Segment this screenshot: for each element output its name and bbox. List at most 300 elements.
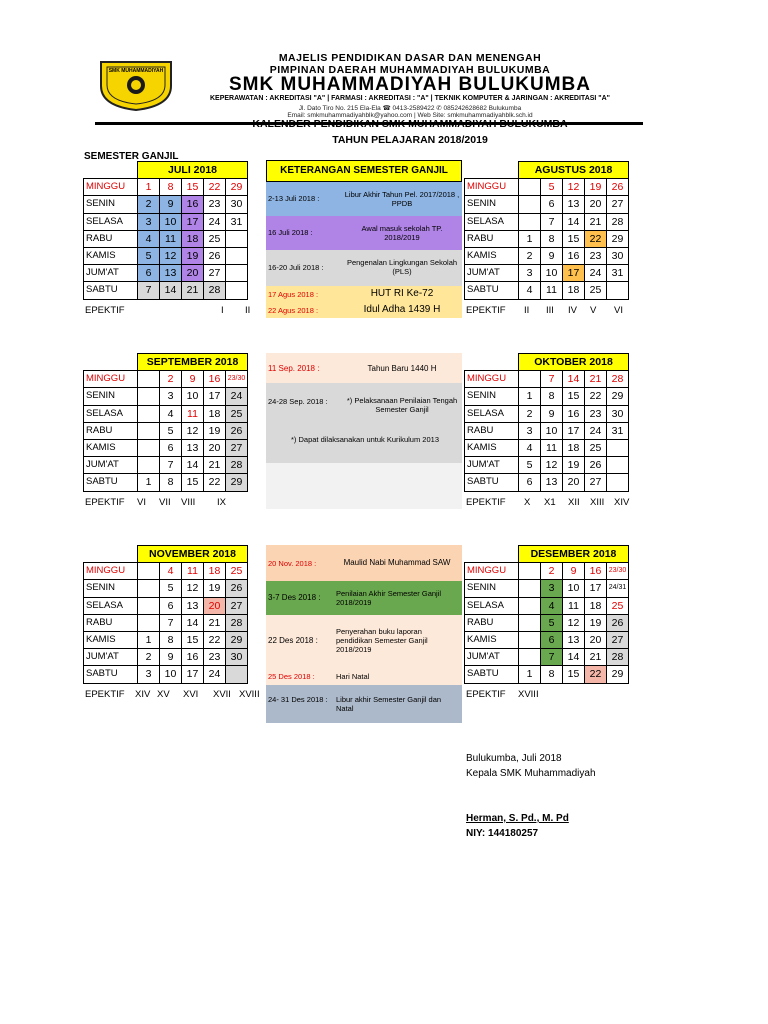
info-item [266,545,462,581]
date-cell: 6 [138,265,160,282]
epektif-week: III [546,304,554,316]
date-cell: 7 [138,282,160,299]
date-cell [138,597,160,614]
document-title: KALENDER PENDIDIKAN SMK MUHAMMADIYAH BULUKUMBA [252,118,568,130]
week-row [84,388,248,405]
week-row [84,666,248,683]
info-date: 16-20 Juli 2018 : [268,263,324,272]
epektif-row [83,305,273,319]
week-row [84,282,248,299]
date-cell: 26 [226,422,248,439]
date-cell: 9 [182,371,204,388]
date-cell: 18 [204,405,226,422]
date-cell: 16 [204,371,226,388]
signature-place-date: Bulukumba, Juli 2018 [466,753,562,764]
day-label: RABU [465,230,519,247]
epektif-week: II [245,304,251,316]
date-cell: 9 [563,563,585,580]
day-label: SABTU [84,282,138,299]
info-text: Libur Akhir Tahun Pel. 2017/2018 , PPDB [344,190,460,208]
week-row [465,666,629,683]
date-cell [226,282,248,299]
info-text: HUT RI Ke-72 [370,288,434,299]
week-row [84,230,248,247]
date-cell: 22 [204,179,226,196]
day-label: KAMIS [465,631,519,648]
date-cell: 29 [607,388,629,405]
date-cell: 24 [204,213,226,230]
date-cell: 8 [160,631,182,648]
month-header: OKTOBER 2018 [519,354,629,371]
info-date: 16 Juli 2018 : [268,228,313,237]
accreditation-line: KEPERAWATAN : AKREDITASI "A" | FARMASI : AKREDITASI : "A" | TEKNIK KOMPUTER & JARINGAN : AKREDITASI "A" [209,95,610,102]
epektif-week: IX [217,496,226,508]
epektif-row [83,689,273,703]
week-row [84,422,248,439]
day-label: MINGGU [465,563,519,580]
week-row [84,580,248,597]
date-cell: 12 [541,457,563,474]
week-row [84,196,248,213]
date-cell: 17 [585,580,607,597]
epektif-label: EPEKTIF [466,688,506,700]
date-cell: 9 [160,649,182,666]
week-row [84,439,248,456]
date-cell: 18 [585,597,607,614]
info-blank [266,463,462,509]
day-label: SELASA [84,405,138,422]
day-label: SABTU [84,666,138,683]
week-row [84,563,248,580]
week-row [84,474,248,491]
date-cell: 28 [204,282,226,299]
week-row [465,196,629,213]
date-cell: 21 [182,282,204,299]
date-cell: 15 [182,631,204,648]
week-row [465,439,629,456]
info-date: 25 Des 2018 : [268,672,315,681]
day-label: SENIN [84,196,138,213]
date-cell: 23/30 [607,563,629,580]
day-label: SENIN [84,580,138,597]
info-text: Libur akhir Semester Ganjil dan Natal [336,695,442,713]
date-cell: 1 [519,230,541,247]
month-header: JULI 2018 [138,162,248,179]
week-row [465,422,629,439]
date-cell: 19 [204,580,226,597]
date-cell: 31 [607,265,629,282]
date-cell: 31 [607,422,629,439]
date-cell [519,580,541,597]
date-cell: 30 [607,247,629,264]
day-label: KAMIS [465,247,519,264]
info-item [266,685,462,723]
week-row [84,457,248,474]
date-cell: 18 [204,563,226,580]
date-cell: 26 [607,614,629,631]
day-label: MINGGU [84,563,138,580]
info-item [266,667,462,685]
date-cell: 9 [160,196,182,213]
date-cell [519,179,541,196]
day-label: JUM'AT [84,457,138,474]
day-label: SABTU [465,666,519,683]
date-cell: 25 [607,597,629,614]
date-cell: 3 [541,580,563,597]
info-panel-september-oktober [266,353,462,509]
day-label: SABTU [465,282,519,299]
info-text: Hari Natal [336,672,370,681]
day-label: MINGGU [465,179,519,196]
date-cell: 17 [204,388,226,405]
date-cell: 27 [585,474,607,491]
date-cell: 15 [563,666,585,683]
date-cell: 20 [204,597,226,614]
date-cell: 12 [563,179,585,196]
week-row [84,213,248,230]
date-cell: 3 [160,388,182,405]
document-subtitle: TAHUN PELAJARAN 2018/2019 [332,134,488,146]
date-cell: 16 [563,247,585,264]
day-label: SELASA [465,405,519,422]
date-cell: 24/31 [607,580,629,597]
day-label: SABTU [465,474,519,491]
date-cell: 23 [204,196,226,213]
month-header: AGUSTUS 2018 [519,162,629,179]
info-item [266,286,462,302]
week-row [465,247,629,264]
date-cell [138,563,160,580]
date-cell: 13 [541,474,563,491]
info-text: Idul Adha 1439 H [363,304,441,315]
date-cell: 22 [585,666,607,683]
date-cell: 22 [585,230,607,247]
day-label: SELASA [465,213,519,230]
day-label: SELASA [465,597,519,614]
date-cell: 14 [160,282,182,299]
date-cell: 3 [519,422,541,439]
date-cell: 8 [160,179,182,196]
date-cell: 25 [226,563,248,580]
info-text: Penyerahan buku laporan pendidikan Semester Ganjil 2018/2019 [336,627,428,654]
date-cell: 20 [585,631,607,648]
date-cell: 24 [585,265,607,282]
date-cell: 15 [182,179,204,196]
date-cell: 6 [541,631,563,648]
week-row [84,371,248,388]
day-label: JUM'AT [465,649,519,666]
school-name: SMK MUHAMMADIYAH BULUKUMBA [229,74,591,95]
info-date: 2-13 Juli 2018 : [268,194,320,203]
week-row [84,179,248,196]
date-cell: 12 [182,422,204,439]
date-cell [138,580,160,597]
info-date: 3-7 Des 2018 : [268,593,321,602]
date-cell: 16 [585,563,607,580]
date-cell: 14 [182,457,204,474]
week-row [84,405,248,422]
epektif-week: VI [614,304,623,316]
date-cell: 23/30 [226,371,248,388]
epektif-week: XIII [590,496,605,508]
date-cell [138,371,160,388]
date-cell [519,631,541,648]
day-label: SABTU [84,474,138,491]
date-cell: 19 [563,457,585,474]
date-cell: 7 [541,371,563,388]
date-cell [607,457,629,474]
info-panel-heading: KETERANGAN SEMESTER GANJIL [266,160,462,182]
date-cell: 21 [585,371,607,388]
date-cell [138,614,160,631]
date-cell [226,666,248,683]
day-label: SENIN [84,388,138,405]
day-label: JUM'AT [84,649,138,666]
date-cell: 10 [160,213,182,230]
info-text: *) Dapat dilaksanakan untuk Kurikulum 2013 [290,435,439,444]
day-label: SELASA [84,213,138,230]
week-row [465,649,629,666]
date-cell: 31 [226,213,248,230]
epektif-week: IV [568,304,577,316]
date-cell: 2 [138,196,160,213]
date-cell [519,371,541,388]
day-label: RABU [465,614,519,631]
date-cell: 6 [519,474,541,491]
date-cell: 13 [160,265,182,282]
date-cell: 11 [541,439,563,456]
date-cell: 24 [585,422,607,439]
week-row [465,265,629,282]
date-cell: 4 [138,230,160,247]
date-cell [519,563,541,580]
date-cell: 7 [541,649,563,666]
info-panel-juli-agustus [266,160,462,318]
header-line-2: PIMPINAN DAERAH MUHAMMADIYAH BULUKUMBA [269,64,551,76]
info-item [266,182,462,216]
date-cell: 27 [607,196,629,213]
date-cell [519,213,541,230]
date-cell: 17 [182,213,204,230]
date-cell: 5 [138,247,160,264]
date-cell: 13 [182,439,204,456]
week-row [84,631,248,648]
week-row [465,614,629,631]
info-date: 24- 31 Des 2018 : [268,695,328,704]
date-cell: 18 [182,230,204,247]
date-cell: 27 [226,597,248,614]
date-cell: 23 [204,649,226,666]
date-cell: 25 [585,439,607,456]
week-row [84,265,248,282]
day-label: RABU [465,422,519,439]
day-label: SENIN [465,388,519,405]
date-cell: 5 [160,422,182,439]
day-label: SENIN [465,196,519,213]
date-cell: 21 [204,457,226,474]
day-label: JUM'AT [465,457,519,474]
week-row [465,474,629,491]
date-cell [607,282,629,299]
date-cell: 16 [563,405,585,422]
date-cell [138,388,160,405]
week-row [465,631,629,648]
signature-niy: NIY: 144180257 [466,828,539,839]
date-cell: 11 [182,563,204,580]
signature-name: Herman, S. Pd., M. Pd [466,813,569,824]
date-cell: 5 [541,614,563,631]
date-cell: 2 [160,371,182,388]
date-cell: 4 [519,439,541,456]
month-table-desember [464,545,629,684]
date-cell: 6 [160,597,182,614]
day-label: KAMIS [84,439,138,456]
date-cell [138,422,160,439]
epektif-week: XV [157,688,170,700]
day-label: JUM'AT [84,265,138,282]
header-line-1: MAJELIS PENDIDIKAN DASAR DAN MENENGAH [278,52,542,64]
date-cell: 14 [182,614,204,631]
epektif-label: EPEKTIF [85,304,125,316]
epektif-week: XIV [135,688,151,700]
epektif-label: EPEKTIF [466,304,506,316]
date-cell: 20 [204,439,226,456]
date-cell: 26 [226,580,248,597]
date-cell: 10 [541,422,563,439]
month-table-agustus [464,161,629,300]
date-cell: 24 [226,388,248,405]
date-cell: 11 [541,282,563,299]
date-cell: 10 [160,666,182,683]
date-cell: 2 [519,247,541,264]
info-date: 24-28 Sep. 2018 : [268,397,328,406]
epektif-week: XVII [213,688,231,700]
date-cell: 28 [226,614,248,631]
date-cell: 7 [541,213,563,230]
info-date: 22 Des 2018 : [268,636,318,645]
date-cell: 7 [160,457,182,474]
week-row [84,649,248,666]
info-item [266,353,462,383]
date-cell [607,474,629,491]
week-row [465,580,629,597]
date-cell: 28 [607,371,629,388]
day-label: RABU [84,230,138,247]
date-cell: 17 [182,666,204,683]
day-label: KAMIS [84,247,138,264]
date-cell: 18 [563,282,585,299]
month-header: NOVEMBER 2018 [138,546,248,563]
date-cell: 5 [160,580,182,597]
date-cell: 4 [541,597,563,614]
date-cell [226,247,248,264]
epektif-label: EPEKTIF [85,688,125,700]
epektif-week: V [590,304,597,316]
date-cell: 3 [519,265,541,282]
date-cell: 8 [160,474,182,491]
date-cell: 9 [541,247,563,264]
day-label: RABU [84,614,138,631]
date-cell: 15 [563,388,585,405]
semester-label: SEMESTER GANJIL [84,151,179,162]
contact-line: Email: smkmuhammadiyahblk@yahoo.com | Web Site: smkmuhammadiyahblk.sch.id [287,112,533,119]
date-cell: 1 [138,474,160,491]
date-cell: 14 [563,213,585,230]
date-cell: 3 [138,213,160,230]
info-item [266,615,462,667]
date-cell: 22 [204,631,226,648]
date-cell: 7 [160,614,182,631]
date-cell: 3 [138,666,160,683]
date-cell: 13 [563,631,585,648]
date-cell: 28 [607,213,629,230]
date-cell: 29 [226,179,248,196]
date-cell [138,439,160,456]
date-cell [519,597,541,614]
date-cell: 20 [563,474,585,491]
info-date: 22 Agus 2018 : [268,306,319,315]
day-label: MINGGU [84,179,138,196]
info-date: 11 Sep. 2018 : [268,364,320,373]
week-row [465,563,629,580]
info-text: Tahun Baru 1440 H [367,364,437,373]
date-cell: 23 [585,405,607,422]
date-cell: 4 [160,405,182,422]
date-cell [519,196,541,213]
date-cell [519,649,541,666]
date-cell: 4 [160,563,182,580]
day-label: RABU [84,422,138,439]
date-cell: 8 [541,230,563,247]
info-item [266,216,462,250]
epektif-week: XII [568,496,580,508]
date-cell: 12 [563,614,585,631]
date-cell: 19 [204,422,226,439]
date-cell: 13 [563,196,585,213]
date-cell: 21 [585,213,607,230]
epektif-row [464,497,654,511]
school-logo [97,56,175,112]
week-row [84,614,248,631]
week-row [465,597,629,614]
date-cell: 2 [138,649,160,666]
signature-position: Kepala SMK Muhammadiyah [466,768,596,779]
epektif-row [464,689,654,703]
info-text: Penilaian Akhir Semester Ganjil 2018/2019 [336,589,442,607]
date-cell: 27 [607,631,629,648]
date-cell: 21 [204,614,226,631]
week-row [465,405,629,422]
info-item [266,581,462,615]
date-cell: 20 [585,196,607,213]
date-cell: 26 [204,247,226,264]
date-cell: 1 [138,179,160,196]
date-cell: 28 [226,457,248,474]
date-cell: 15 [563,230,585,247]
week-row [84,247,248,264]
date-cell: 2 [519,405,541,422]
month-header: DESEMBER 2018 [519,546,629,563]
day-label: KAMIS [465,439,519,456]
epektif-label: EPEKTIF [466,496,506,508]
logo-text: SMK MUHAMMADIYAH [108,68,164,74]
info-date: 20 Nov. 2018 : [268,559,317,568]
date-cell: 14 [563,371,585,388]
epektif-week: X1 [544,496,556,508]
date-cell: 11 [182,405,204,422]
date-cell: 26 [585,457,607,474]
date-cell [519,614,541,631]
